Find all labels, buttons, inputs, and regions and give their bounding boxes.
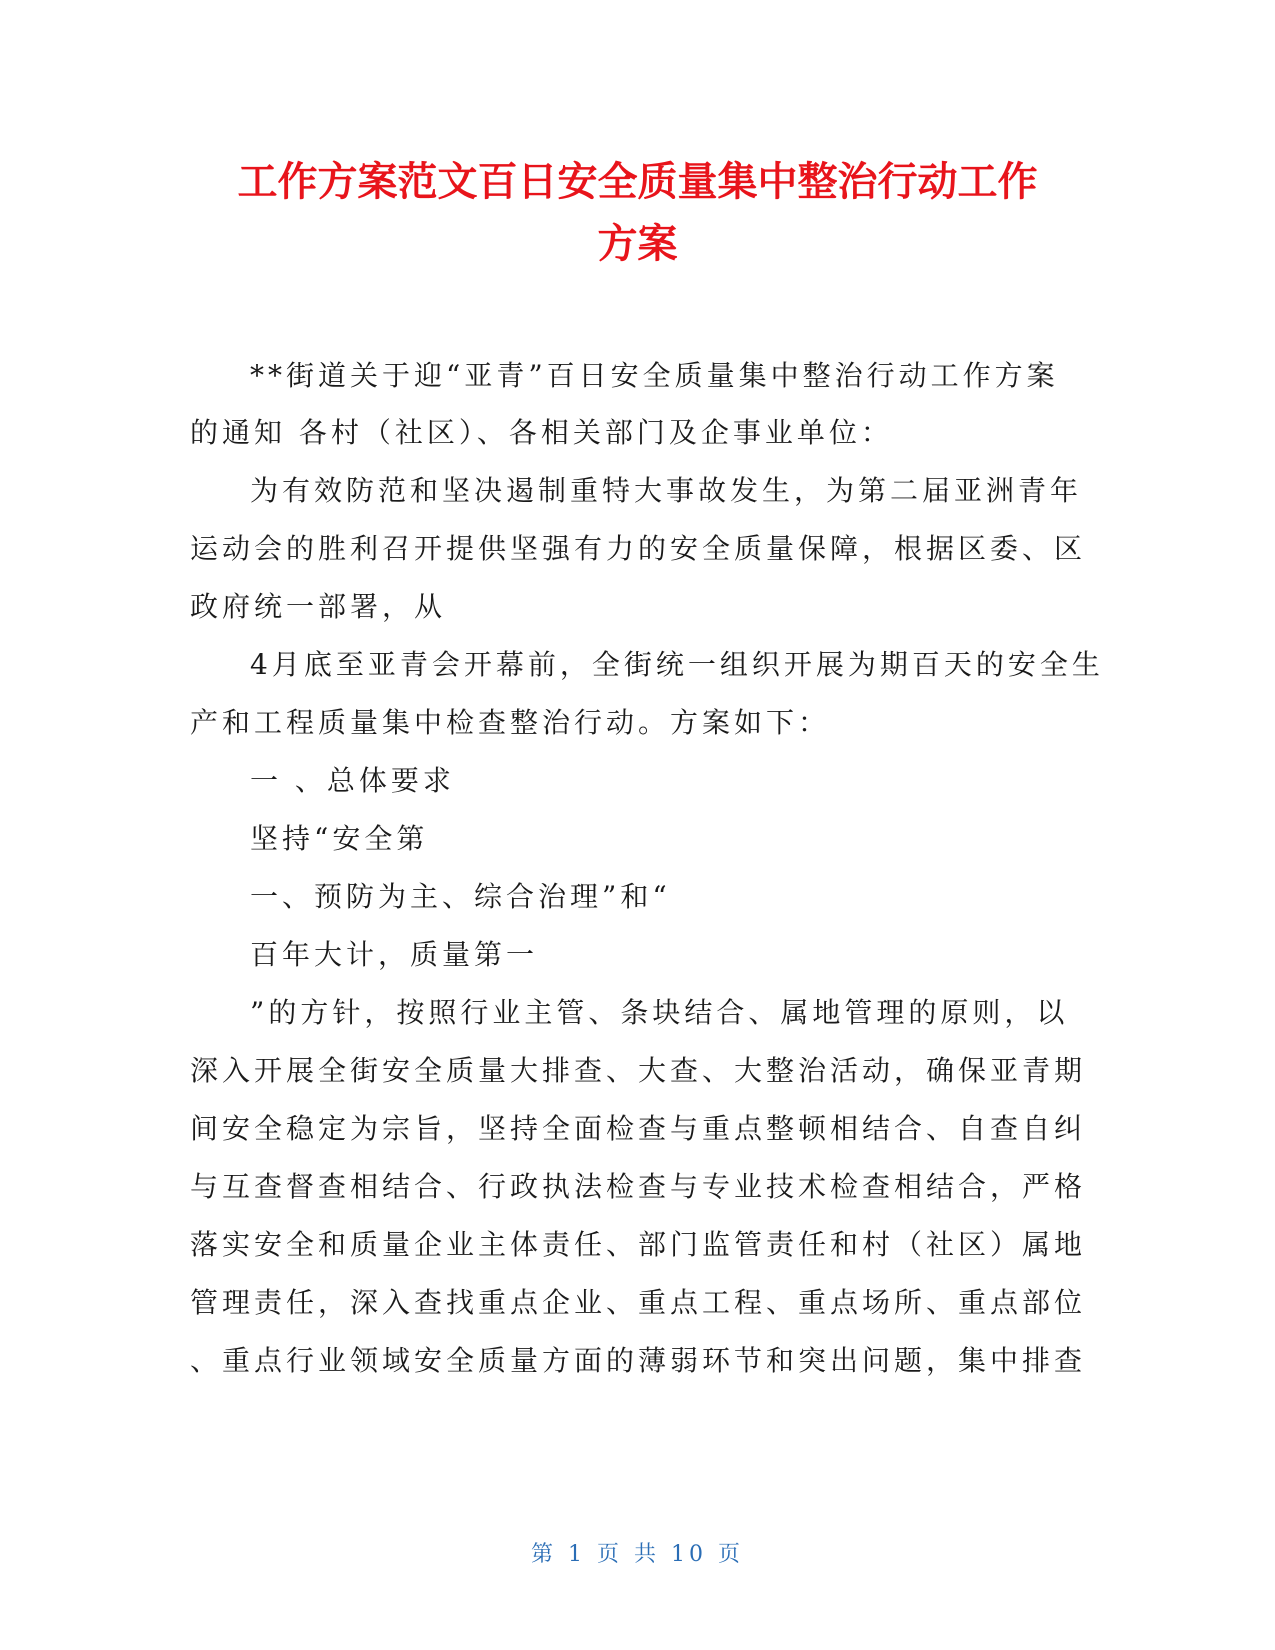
body-line: 一、预防为主、综合治理”和“ — [250, 880, 671, 913]
body-line: 4月底至亚青会开幕前，全街统一组织开展为期百天的安全生 — [250, 648, 1104, 681]
body-line: 产和工程质量集中检查整治行动。方案如下： — [190, 706, 831, 739]
section-heading: 一 、总体要求 — [250, 764, 455, 797]
body-line: ”的方针，按照行业主管、条块结合、属地管理的原则，以 — [250, 996, 1069, 1029]
title-line-1: 工作方案范文百日安全质量集中整治行动工作 — [237, 159, 1038, 205]
body-line: 落实安全和质量企业主体责任、部门监管责任和村（社区）属地 — [190, 1228, 1087, 1261]
body-line: 的通知 各村（社区）、各相关部门及企事业单位： — [190, 416, 893, 449]
body-line: 坚持“安全第 — [250, 822, 429, 855]
body-line: 深入开展全街安全质量大排查、大查、大整治活动，确保亚青期 — [190, 1054, 1087, 1087]
body-line: 为有效防范和坚决遏制重特大事故发生，为第二届亚洲青年 — [250, 474, 1083, 507]
body-line: 间安全稳定为宗旨，坚持全面检查与重点整顿相结合、自查自纠 — [190, 1112, 1087, 1145]
body-line: 百年大计，质量第一 — [250, 938, 539, 971]
body-line: 、重点行业领域安全质量方面的薄弱环节和突出问题，集中排查 — [190, 1344, 1087, 1377]
body-line: 与互查督查相结合、行政执法检查与专业技术检查相结合，严格 — [190, 1170, 1087, 1203]
title-line-2: 方案 — [597, 221, 678, 267]
body-line: 管理责任，深入查找重点企业、重点工程、重点场所、重点部位 — [190, 1286, 1087, 1319]
body-line: 运动会的胜利召开提供坚强有力的安全质量保障，根据区委、区 — [190, 532, 1087, 565]
body-line: **街道关于迎“亚青”百日安全质量集中整治行动工作方案 — [250, 359, 1059, 392]
page-footer: 第 1 页 共 10 页 — [531, 1542, 744, 1567]
body-line: 政府统一部署，从 — [190, 590, 447, 623]
